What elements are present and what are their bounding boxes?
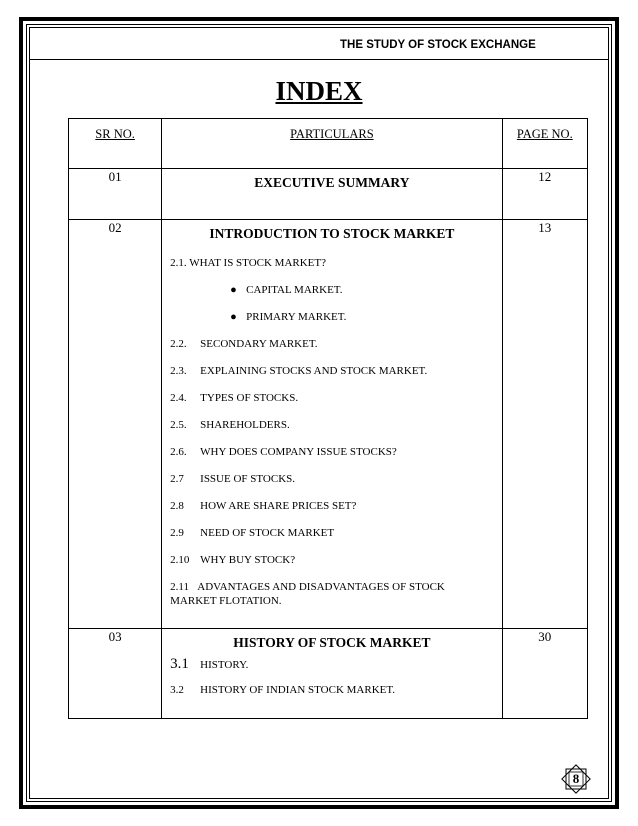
item-text: PRIMARY MARKET.	[246, 311, 347, 323]
item-text: WHY DOES COMPANY ISSUE STOCKS?	[200, 446, 397, 458]
particulars-cell	[162, 169, 502, 220]
page-number-cell: 12	[502, 169, 587, 220]
table-row	[69, 169, 588, 220]
column-header-sr-no: SR NO.	[69, 119, 162, 169]
subsection-list	[162, 256, 501, 620]
bullet-icon: ●	[230, 284, 237, 296]
list-item	[170, 256, 493, 283]
list-item	[170, 283, 493, 310]
item-text: HISTORY.	[200, 659, 249, 671]
list-item	[170, 553, 493, 580]
item-number: 2.6.	[170, 446, 187, 458]
column-header-page-no: PAGE NO.	[502, 119, 587, 169]
list-item	[170, 580, 493, 620]
item-text: SECONDARY MARKET.	[200, 338, 318, 350]
page-number-cell: 13	[502, 220, 587, 629]
item-text: TYPES OF STOCKS.	[200, 392, 299, 404]
item-text: CAPITAL MARKET.	[246, 284, 343, 296]
page-number-cell: 30	[502, 629, 587, 719]
particulars-cell	[162, 220, 502, 629]
list-item	[170, 683, 493, 710]
subsection-list	[162, 657, 501, 710]
item-number: 2.8	[170, 500, 184, 512]
list-item	[170, 472, 493, 499]
item-text: EXPLAINING STOCKS AND STOCK MARKET.	[200, 365, 428, 377]
list-item	[170, 657, 493, 683]
page-number-badge	[561, 764, 591, 794]
table-row	[69, 220, 588, 629]
section-title: EXECUTIVE SUMMARY	[254, 175, 410, 190]
item-number: 2.9	[170, 527, 184, 539]
item-number: 2.10	[170, 554, 190, 566]
item-text: 2.1. WHAT IS STOCK MARKET?	[170, 257, 326, 269]
page-number: 8	[572, 771, 580, 786]
table-header-row	[69, 119, 588, 169]
item-number: 2.3.	[170, 365, 187, 377]
list-item	[170, 499, 493, 526]
item-number: 3.2	[170, 684, 184, 696]
list-item	[170, 337, 493, 364]
item-number: 2.11	[170, 581, 189, 593]
item-number: 3.1	[170, 656, 189, 672]
list-item	[170, 418, 493, 445]
list-item	[170, 526, 493, 553]
item-text: ADVANTAGES AND DISADVANTAGES OF STOCK MARKET FLOTATION.	[170, 581, 445, 607]
header-rule	[29, 59, 609, 60]
item-text: SHAREHOLDERS.	[200, 419, 290, 431]
section-title: INTRODUCTION TO STOCK MARKET	[209, 226, 455, 241]
item-number: 2.4.	[170, 392, 187, 404]
list-item	[170, 391, 493, 418]
item-text: HISTORY OF INDIAN STOCK MARKET.	[200, 684, 396, 696]
table-row	[69, 629, 588, 719]
item-number: 2.2.	[170, 338, 187, 350]
running-header: THE STUDY OF STOCK EXCHANGE	[340, 39, 536, 51]
column-header-particulars: PARTICULARS	[162, 119, 502, 169]
item-number: 2.7	[170, 473, 184, 485]
sr-number: 03	[69, 629, 162, 719]
item-text: WHY BUY STOCK?	[200, 554, 296, 566]
section-title: HISTORY OF STOCK MARKET	[233, 635, 431, 650]
item-text: HOW ARE SHARE PRICES SET?	[200, 500, 357, 512]
list-item	[170, 445, 493, 472]
page-title: INDEX	[275, 76, 363, 106]
index-table	[68, 118, 588, 719]
bullet-icon: ●	[230, 311, 237, 323]
sr-number: 02	[69, 220, 162, 629]
sr-number: 01	[69, 169, 162, 220]
list-item	[170, 364, 493, 391]
item-number: 2.5.	[170, 419, 187, 431]
item-text: ISSUE OF STOCKS.	[200, 473, 296, 485]
list-item	[170, 310, 493, 337]
particulars-cell	[162, 629, 502, 719]
item-text: NEED OF STOCK MARKET	[200, 527, 335, 539]
